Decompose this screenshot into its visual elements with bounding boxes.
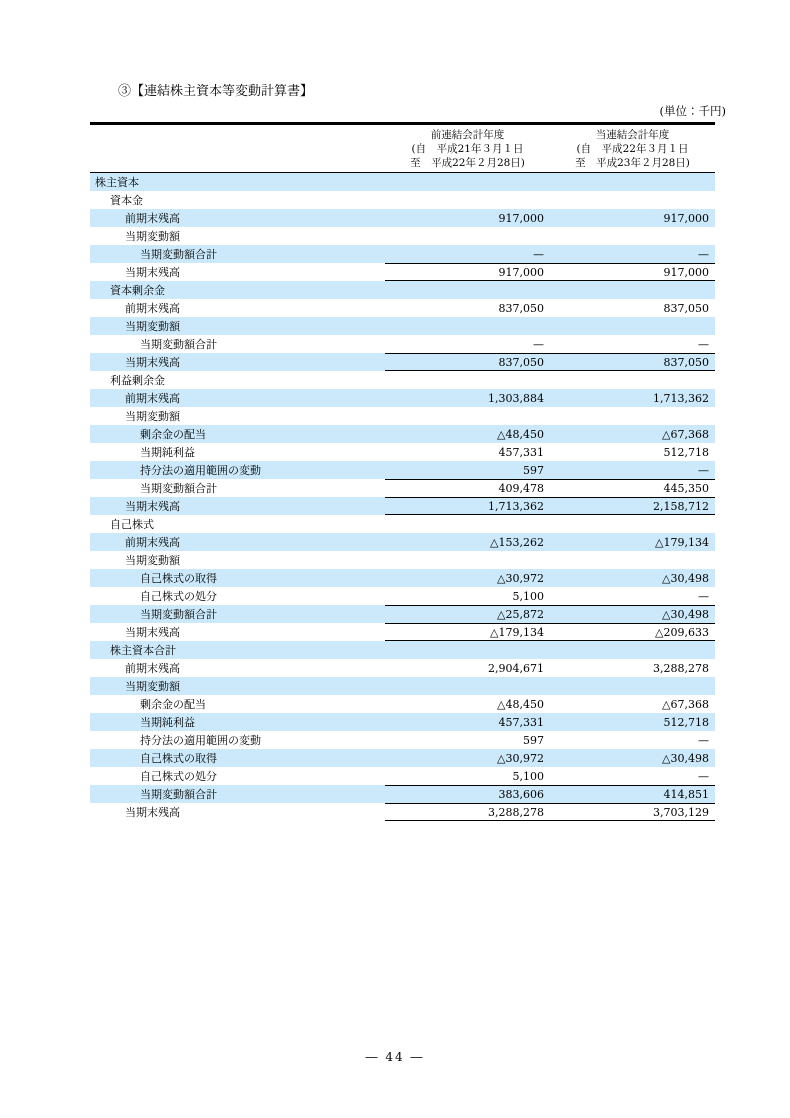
previous-year-value: △48,450 — [497, 427, 544, 441]
table-row — [90, 479, 715, 497]
column-header-previous-year — [385, 125, 550, 172]
row-values — [385, 659, 715, 677]
table-row — [90, 551, 715, 569]
row-label: 当期末残高 — [125, 626, 180, 639]
table-row — [90, 281, 715, 299]
row-values — [385, 281, 715, 299]
row-label: 自己株式の処分 — [140, 770, 217, 783]
column-header-line: (自 平成21年３月１日 — [411, 142, 524, 155]
current-year-value: 2,158,712 — [653, 499, 709, 513]
previous-year-value: 1,303,884 — [488, 391, 544, 405]
table-row — [90, 677, 715, 695]
row-label: 株主資本 — [95, 176, 139, 189]
table-row — [90, 461, 715, 479]
row-label: 当期変動額合計 — [140, 788, 217, 801]
table-row — [90, 389, 715, 407]
table-row — [90, 731, 715, 749]
previous-year-value: △25,872 — [497, 608, 544, 621]
row-label: 前期末残高 — [125, 536, 180, 549]
previous-year-value: 837,050 — [498, 355, 544, 369]
table-row — [90, 191, 715, 209]
table-header-label-spacer — [90, 125, 385, 172]
row-values — [385, 479, 715, 497]
table-row — [90, 659, 715, 677]
row-label: 当期変動額合計 — [140, 482, 217, 495]
current-year-value: — — [698, 337, 709, 351]
row-values — [385, 731, 715, 749]
row-label: 持分法の適用範囲の変動 — [140, 464, 261, 477]
row-label: 当期変動額 — [125, 680, 180, 693]
row-values — [385, 515, 715, 533]
table-row — [90, 641, 715, 659]
previous-year-value: 409,478 — [498, 482, 544, 495]
row-values — [385, 191, 715, 209]
previous-year-value: △48,450 — [497, 697, 544, 711]
row-values — [385, 587, 715, 605]
previous-year-value: — — [533, 247, 544, 261]
row-values — [385, 623, 715, 641]
row-values — [385, 605, 715, 623]
row-label: 当期末残高 — [125, 266, 180, 279]
row-label: 当期純利益 — [140, 716, 195, 729]
previous-year-value: 5,100 — [512, 589, 544, 603]
row-values — [385, 713, 715, 731]
row-label: 株主資本合計 — [110, 644, 176, 657]
column-header-line: 当連結会計年度 — [595, 128, 670, 141]
table-row — [90, 587, 715, 605]
current-year-value: — — [698, 463, 709, 477]
current-year-value: △30,498 — [662, 571, 709, 585]
row-values — [385, 371, 715, 389]
row-values — [385, 389, 715, 407]
table-row — [90, 371, 715, 389]
current-year-value: 1,713,362 — [653, 391, 709, 405]
row-label: 剰余金の配当 — [140, 428, 206, 441]
table-row — [90, 803, 715, 821]
row-label: 自己株式の処分 — [140, 590, 217, 603]
row-label: 自己株式の取得 — [140, 572, 217, 585]
current-year-value: 512,718 — [663, 445, 709, 459]
row-values — [385, 425, 715, 443]
equity-change-table — [90, 122, 715, 821]
row-label: 資本金 — [110, 194, 143, 207]
current-year-value: △67,368 — [662, 697, 709, 711]
row-label: 前期末残高 — [125, 302, 180, 315]
row-label: 当期末残高 — [125, 806, 180, 819]
previous-year-value: △30,972 — [497, 751, 544, 765]
page-title: ③【連結株主資本等変動計算書】 — [118, 84, 314, 99]
row-values — [385, 353, 715, 371]
previous-year-value: 1,713,362 — [488, 499, 544, 513]
previous-year-value: — — [533, 337, 544, 351]
table-row — [90, 533, 715, 551]
row-label: 当期末残高 — [125, 356, 180, 369]
row-label: 当期変動額 — [125, 320, 180, 333]
table-row — [90, 227, 715, 245]
previous-year-value: 383,606 — [498, 788, 544, 801]
column-header-line: 至 平成23年２月28日) — [575, 156, 690, 169]
table-row — [90, 713, 715, 731]
table-body — [90, 173, 715, 821]
row-values — [385, 407, 715, 425]
table-row — [90, 245, 715, 263]
row-values — [385, 299, 715, 317]
table-row — [90, 263, 715, 281]
row-label: 当期変動額 — [125, 410, 180, 423]
row-values — [385, 317, 715, 335]
row-values — [385, 767, 715, 785]
row-values — [385, 227, 715, 245]
current-year-value: △179,134 — [655, 535, 709, 549]
row-label: 前期末残高 — [125, 662, 180, 675]
row-label: 当期変動額合計 — [140, 338, 217, 351]
previous-year-value: 5,100 — [512, 769, 544, 783]
current-year-value: 917,000 — [663, 265, 709, 279]
table-row — [90, 497, 715, 515]
current-year-value: 917,000 — [663, 211, 709, 225]
current-year-value: 837,050 — [663, 355, 709, 369]
current-year-value: △67,368 — [662, 427, 709, 441]
table-row — [90, 515, 715, 533]
table-row — [90, 173, 715, 191]
current-year-value: △30,498 — [662, 608, 709, 621]
table-row — [90, 425, 715, 443]
previous-year-value: △153,262 — [490, 535, 544, 549]
table-row — [90, 209, 715, 227]
current-year-value: — — [698, 733, 709, 747]
row-label: 持分法の適用範囲の変動 — [140, 734, 261, 747]
current-year-value: 414,851 — [663, 788, 709, 801]
row-values — [385, 749, 715, 767]
row-values — [385, 569, 715, 587]
previous-year-value: 3,288,278 — [488, 805, 544, 819]
row-label: 当期変動額合計 — [140, 608, 217, 621]
table-row — [90, 407, 715, 425]
row-values — [385, 551, 715, 569]
row-values — [385, 497, 715, 515]
previous-year-value: 2,904,671 — [488, 661, 544, 675]
table-row — [90, 785, 715, 803]
current-year-value: 512,718 — [663, 715, 709, 729]
table-row — [90, 569, 715, 587]
row-values — [385, 677, 715, 695]
row-values — [385, 209, 715, 227]
current-year-value: 445,350 — [663, 482, 709, 495]
row-label: 自己株式 — [110, 518, 154, 531]
previous-year-value: 597 — [523, 463, 544, 477]
row-label: 資本剰余金 — [110, 284, 165, 297]
row-values — [385, 443, 715, 461]
row-label: 自己株式の取得 — [140, 752, 217, 765]
current-year-value: 3,703,129 — [653, 805, 709, 819]
row-values — [385, 533, 715, 551]
row-values — [385, 803, 715, 821]
previous-year-value: 917,000 — [498, 265, 544, 279]
previous-year-value: 457,331 — [498, 445, 544, 459]
row-values — [385, 173, 715, 191]
current-year-value: — — [698, 769, 709, 783]
previous-year-value: 457,331 — [498, 715, 544, 729]
table-row — [90, 749, 715, 767]
row-values — [385, 695, 715, 713]
previous-year-value: 837,050 — [498, 301, 544, 315]
previous-year-value: 597 — [523, 733, 544, 747]
table-header-row — [90, 122, 715, 173]
table-row — [90, 767, 715, 785]
row-label: 剰余金の配当 — [140, 698, 206, 711]
current-year-value: 837,050 — [663, 301, 709, 315]
row-values — [385, 785, 715, 803]
table-row — [90, 695, 715, 713]
table-row — [90, 335, 715, 353]
table-row — [90, 353, 715, 371]
row-label: 前期末残高 — [125, 212, 180, 225]
table-row — [90, 299, 715, 317]
column-header-line: 前連結会計年度 — [430, 128, 505, 141]
previous-year-value: △179,134 — [490, 625, 544, 639]
row-values — [385, 245, 715, 263]
column-header-current-year — [550, 125, 715, 172]
row-values — [385, 641, 715, 659]
row-label: 利益剰余金 — [110, 374, 165, 387]
page-number: ― 44 ― — [365, 1050, 425, 1064]
row-label: 当期変動額 — [125, 554, 180, 567]
row-label: 当期純利益 — [140, 446, 195, 459]
row-values — [385, 461, 715, 479]
row-label: 当期変動額合計 — [140, 248, 217, 261]
unit-label: (単位：千円) — [659, 104, 726, 118]
previous-year-value: △30,972 — [497, 571, 544, 585]
row-values — [385, 263, 715, 281]
current-year-value: — — [698, 247, 709, 261]
row-label: 当期変動額 — [125, 230, 180, 243]
current-year-value: △30,498 — [662, 751, 709, 765]
row-label: 当期末残高 — [125, 500, 180, 513]
current-year-value: △209,633 — [655, 625, 709, 639]
current-year-value: — — [698, 589, 709, 603]
row-label: 前期末残高 — [125, 392, 180, 405]
table-row — [90, 317, 715, 335]
table-row — [90, 605, 715, 623]
current-year-value: 3,288,278 — [653, 661, 709, 675]
table-row — [90, 623, 715, 641]
column-header-line: (自 平成22年３月１日 — [576, 142, 689, 155]
previous-year-value: 917,000 — [498, 211, 544, 225]
column-header-line: 至 平成22年２月28日) — [410, 156, 525, 169]
row-values — [385, 335, 715, 353]
table-row — [90, 443, 715, 461]
